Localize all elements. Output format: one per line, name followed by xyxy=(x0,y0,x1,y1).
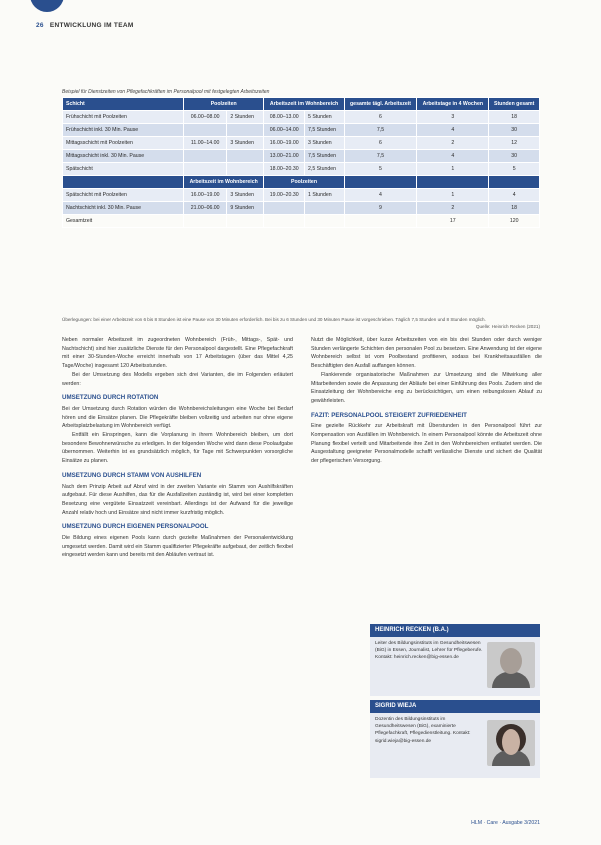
cell: Nachtschicht inkl. 30 Min. Pause xyxy=(63,202,184,215)
cell: 1 xyxy=(417,163,489,176)
cell: 21.00–06.00 xyxy=(184,202,227,215)
cell: 5 xyxy=(489,163,540,176)
table-row xyxy=(63,111,540,124)
cell: Spätschicht mit Poolzeiten xyxy=(63,189,184,202)
cell: 06.00–14.00 xyxy=(264,124,305,137)
page-marker-circle xyxy=(30,0,64,12)
cell: Frühschicht inkl. 30 Min. Pause xyxy=(63,124,184,137)
left-column xyxy=(62,336,293,560)
table-subheader-row xyxy=(63,176,540,189)
cell: 3 Stunden xyxy=(227,189,264,202)
col-header xyxy=(489,176,540,189)
cell: 19.00–20.30 xyxy=(264,189,305,202)
cell: 4 xyxy=(417,124,489,137)
cell xyxy=(184,150,227,163)
cell: 4 xyxy=(489,189,540,202)
cell xyxy=(264,215,305,228)
table-total-row xyxy=(63,215,540,228)
table-row xyxy=(63,163,540,176)
body-paragraph: Nach dem Prinzip Arbeit auf Abruf wird in der zweiten Variante ein Stamm von Aushilfskräften aufgebaut. Für diese Aushilfen, das für die Ausfallzeiten zuständig ist, wird bei einer kompletten Besetzung eine vergütete Einsatzzeit vereinbart. Allerdings ist der Aufwand für die jeweilige Anzahl relativ hoch und Einsätze sind nicht immer kurzfristig möglich. xyxy=(62,483,293,516)
author-photo xyxy=(487,720,535,766)
table-caption: Beispiel für Dienstzeiten von Pflegefachkräften im Personalpool mit festgelegten Arbeitszeiten xyxy=(62,89,270,95)
cell: 17 xyxy=(417,215,489,228)
table-header-row xyxy=(63,98,540,111)
cell: 30 xyxy=(489,124,540,137)
photo-body xyxy=(492,672,530,688)
cell: 11.00–14.00 xyxy=(184,137,227,150)
body-paragraph: Bei der Umsetzung durch Rotation würden die Wohnbereichsleitungen eine Woche bei Bedarf hören und die Einsätze planen. Die Pflegekräfte bleiben vollzeitig und arbeiten nur ohne eigene Arbeitsplatzbelastung im Wohnbereich verfügt. xyxy=(62,405,293,430)
cell xyxy=(227,124,264,137)
cell: 18 xyxy=(489,111,540,124)
table-source: Quelle: Heinrich Recken (2021) xyxy=(475,324,540,329)
cell: 7,5 xyxy=(344,124,417,137)
cell xyxy=(264,202,305,215)
col-subheader: Poolzeiten xyxy=(264,176,344,189)
cell: Frühschicht mit Poolzeiten xyxy=(63,111,184,124)
section-heading: UMSETZUNG DURCH STAMM VON AUSHILFEN xyxy=(62,471,202,479)
cell: 9 xyxy=(344,202,417,215)
body-paragraph: Entfällt ein Einspringen, kann die Vorplanung in ihrem Wohnbereich bleiben, um dort besondere Bewohnerwünsche zu erledigen. In der folgenden Woche wird dann diese Poolaufgabe übernommen. Weiterhin ist es grundsätzlich möglich, für Tage mit Schwerpunkten vorsorgliche Einsätze zu planen. xyxy=(62,432,293,465)
body-paragraph: Nutzt die Möglichkeit, über kurze Arbeitszeiten von ein bis drei Stunden oder durch weniger Stunden verlängerte Schichten den personalen Pool zu besetzen. Eine Anwendung ist der eigene Wohnbereich selbst ist vom Poolbestand profitieren, sodass bei Krankheitsausfällen die Beschäftigten den Ausfall auffangen können. xyxy=(311,337,542,370)
col-header: Poolzeiten xyxy=(184,98,264,111)
cell: 6 xyxy=(344,111,417,124)
section-title: ENTWICKLUNG IM TEAM xyxy=(49,22,134,29)
cell: 16.00–19.00 xyxy=(264,137,305,150)
col-subheader: Arbeitszeit im Wohnbereich xyxy=(184,176,264,189)
page-footer: HLM · Care · Ausgabe 3/2021 xyxy=(471,820,540,826)
cell: 4 xyxy=(417,150,489,163)
cell: 18 xyxy=(489,202,540,215)
table-row xyxy=(63,189,540,202)
cell xyxy=(305,215,345,228)
table-row xyxy=(63,124,540,137)
cell xyxy=(344,215,417,228)
author-bio-wieja xyxy=(370,700,540,778)
cell xyxy=(184,215,227,228)
cell: 5 xyxy=(344,163,417,176)
page-number: 26 xyxy=(36,22,44,29)
author-photo xyxy=(487,642,535,688)
author-name: SIGRID WIEJA xyxy=(370,700,540,713)
cell: 7,5 Stunden xyxy=(305,124,345,137)
cell: 1 Stunden xyxy=(305,189,345,202)
cell: 13.00–21.00 xyxy=(264,150,305,163)
cell: Mittagsschicht mit Poolzeiten xyxy=(63,137,184,150)
table-row xyxy=(63,137,540,150)
cell: Mittagsschicht inkl. 30 Min. Pause xyxy=(63,150,184,163)
section-heading: UMSETZUNG DURCH ROTATION xyxy=(62,394,159,402)
cell: 7,5 Stunden xyxy=(305,150,345,163)
col-header: Arbeitszeit im Wohnbereich xyxy=(264,98,344,111)
footnote-text: Überlegungen: bei einer Arbeitszeit von 6 bis 8 Stunden ist eine Pause von 30 Minuten erforderlich. Bei bis zu 6 Stunden und 30 Minuten Pause ist vorgeschrieben. Täglich 7,5 Stunden und 8 Stunden möglich. xyxy=(62,317,486,322)
cell: 120 xyxy=(489,215,540,228)
author-name: HEINRICH RECKEN (B.A.) xyxy=(370,624,540,637)
cell: 2,5 Stunden xyxy=(305,163,345,176)
cell: Spätschicht xyxy=(63,163,184,176)
table-row xyxy=(63,202,540,215)
body-paragraph: Eine gezielte Rückkehr zur Arbeitskraft mit Überstunden in den Personalpool führt zur Kompensation von Ausfällen im Wohnbereich. In einem Personalpool könnte die Arbeitszeit ohne Planung flexibel verteilt und Mitarbeitende ihre Zeit in den Wohnbereichen entlastet werden. Die Ausgestaltung geeigneter Personalmodelle schafft verlässliche Dienste und sichert die Qualität der pflegerischen Versorgung. xyxy=(311,423,542,465)
col-header: gesamte tägl. Arbeitszeit xyxy=(344,98,417,111)
cell: 3 Stunden xyxy=(305,137,345,150)
section-heading: UMSETZUNG DURCH EIGENEN PERSONALPOOL xyxy=(62,523,209,531)
cell: 4 xyxy=(344,189,417,202)
cell xyxy=(227,150,264,163)
right-column xyxy=(311,336,542,466)
schedule-table xyxy=(62,97,540,228)
cell xyxy=(184,163,227,176)
cell: 06.00–08.00 xyxy=(184,111,227,124)
col-header xyxy=(344,176,417,189)
cell: 2 Stunden xyxy=(227,111,264,124)
cell: 7,5 xyxy=(344,150,417,163)
author-bio-recken xyxy=(370,624,540,696)
cell: Gesamtzeit xyxy=(63,215,184,228)
cell: 6 xyxy=(344,137,417,150)
author-description: Dozentin des Bildungsinstituts im Gesundheitswesen (BiG), examinierte Pflegefachkraft, Pflegedienstleitung. Kontakt: sigrid.wieja@big-essen.de xyxy=(375,717,471,744)
author-description: Leiter des Bildungsinstituts im Gesundheitswesen (BiG) in Essen, Journalist, Lehrer für Pflegeberufe. Kontakt: heinrich.recken@big-essen.de xyxy=(375,641,483,661)
cell: 08.00–13.00 xyxy=(264,111,305,124)
table-row xyxy=(63,150,540,163)
col-header: Stunden gesamt xyxy=(489,98,540,111)
cell: 18.00–20.30 xyxy=(264,163,305,176)
cell: 3 Stunden xyxy=(227,137,264,150)
body-paragraph: Die Bildung eines eigenen Pools kann durch gezielte Maßnahmen der Personalentwicklung umgesetzt werden. Damit wird ein Stamm qualifizierter Pflegekräfte aufgebaut, der zeitlich flexibel eingesetzt werden kann und bereits mit den Abläufen vertraut ist. xyxy=(62,535,293,559)
cell: 12 xyxy=(489,137,540,150)
body-paragraph: Neben normaler Arbeitszeit im zugeordneten Wohnbereich (Früh-, Mittags-, Spät- und Nachtschicht) sind hier zusätzliche Dienste für den Personalpool dargestellt. Eine Pflegefachkraft mit einer 30-Stunden-Woche erreicht innerhalb von 17 Arbeitstagen (über das Mittel 4,25 Tage/Woche) insgesamt 120 Arbeitsstunden. xyxy=(62,337,293,370)
cell xyxy=(184,124,227,137)
cell: 3 xyxy=(417,111,489,124)
photo-face xyxy=(500,648,522,674)
cell: 30 xyxy=(489,150,540,163)
cell xyxy=(305,202,345,215)
cell: 2 xyxy=(417,137,489,150)
cell: 1 xyxy=(417,189,489,202)
col-header xyxy=(63,176,184,189)
col-header: Schicht xyxy=(63,98,184,111)
cell: 2 xyxy=(417,202,489,215)
col-header: Arbeitstage in 4 Wochen xyxy=(417,98,489,111)
col-header xyxy=(417,176,489,189)
cell: 5 Stunden xyxy=(305,111,345,124)
section-heading: FAZIT: PERSONALPOOL STEIGERT ZUFRIEDENHEIT xyxy=(311,411,467,419)
running-header xyxy=(36,22,134,29)
body-paragraph: Flankierende organisatorische Maßnahmen zur Umsetzung sind die Mitwirkung aller Mitarbeitenden sowie die Anpassung der Abläufe bei einer Einführung des Pools. Zudem sind die Einsatzleitung der Wohnbereiche eng zu berücksichtigen, um einen reibungslosen Ablauf zu gewährleisten. xyxy=(311,371,542,404)
cell xyxy=(227,215,264,228)
body-paragraph: Bei der Umsetzung des Modells ergeben sich drei Varianten, die im Folgenden erläutert werden: xyxy=(62,371,293,387)
table-footnote xyxy=(62,316,540,329)
cell: 16.00–19.00 xyxy=(184,189,227,202)
cell: 9 Stunden xyxy=(227,202,264,215)
photo-face xyxy=(502,729,520,755)
cell xyxy=(227,163,264,176)
